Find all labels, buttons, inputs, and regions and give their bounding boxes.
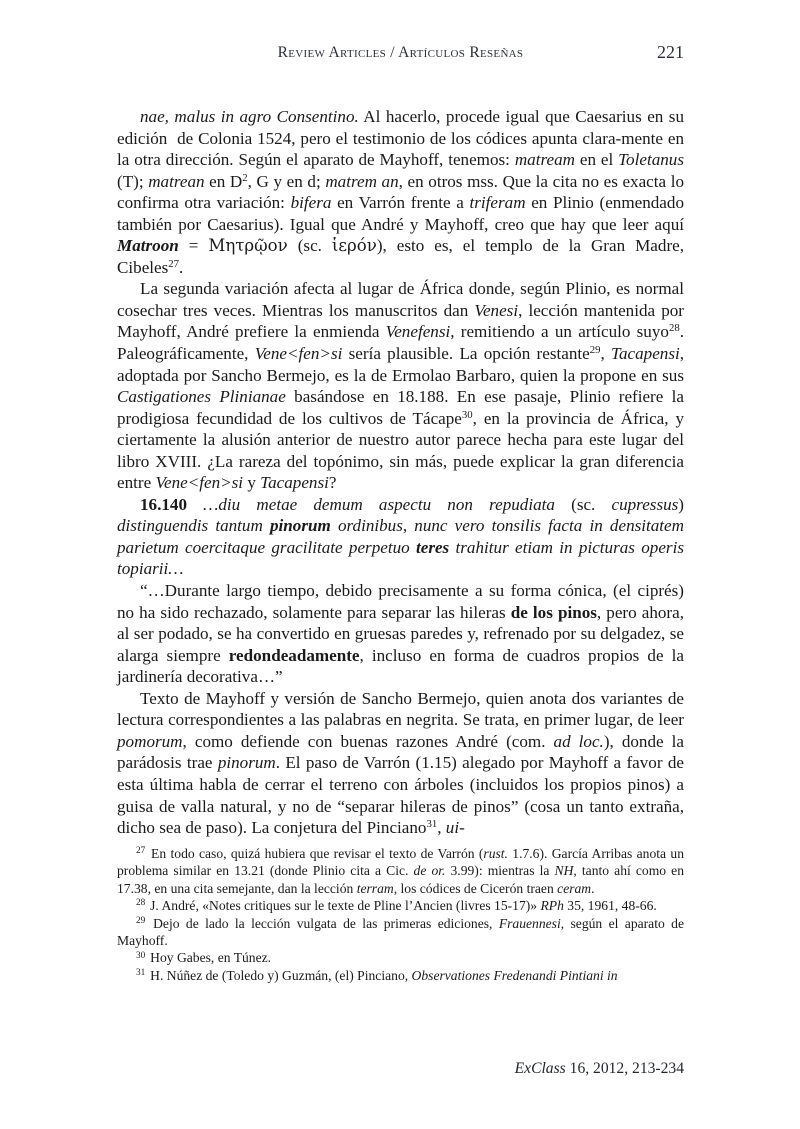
- paragraph-segunda-variacion: La segunda variación afecta al lugar de África donde, según Plinio, es normal cosechar tres veces. Mientras los manuscritos dan Venesi, lección mantenida por Mayhoff, André prefiere la enmienda Venefensi, remitiendo a un artículo suyo$^{28}$. Paleográficamente, Vene<fen>si sería plausible. La opción restante$^{29}$, Tacapensi, adoptada por Sancho Bermejo, es la de Ermolao Barbaro, quien la propone en sus Castigationes Plinianae basándose en 18.188. En ese pasaje, Plinio refiere la prodigiosa fecundidad de los cultivos de Tácape$^{30}$, en la provincia de África, y ciertamente la alusión anterior de nuestro autor parece hecha para este lugar del libro XVIII. ¿La rareza del topónimo, sin más, puede explicar la gran diferencia entre Vene<fen>si y Tacapensi?: [117, 279, 685, 493]
- page-number: 221: [657, 42, 684, 62]
- spanish-translation-quotation: “…Durante largo tiempo, debido precisamente a su forma cónica, (el ciprés) no ha sido rechazado, solamente para separar las hileras de los pinos, pero ahora, al ser podado, se ha convertido en gruesas paredes y, refrenado por su delgadez, se alarga siempre redondeadamente, incluso en forma de cuadros propios de la jardinería decorativa…”: [117, 581, 684, 687]
- journal-citation: 16, 2012, 213-234: [565, 1060, 684, 1077]
- paragraph-texto-mayhoff: Texto de Mayhoff y versión de Sancho Bermejo, quien anota dos variantes de lectura correspondientes a las palabras en negrita. Se trata, en primer lugar, de leer pomorum, como defiende con buenas razones André (com. ad loc.), donde la parádosis trae pinorum. El paso de Varrón (1.15) alegado por Mayhoff a favor de esta última habla de cerrar el terreno con árboles (incluidos los propios pinos) a guisa de valla natural, y no de “separar hileras de pinos” (cosa un tanto extraña, dicho sea de paso). La conjetura del Pinciano$^{31}$, ui-: [117, 688, 684, 838]
- footnote-27: $^{27}$ En todo caso, quizá hubiera que revisar el texto de Varrón (rust. 1.7.6). García Arribas anota un problema similar en 13.21 (donde Plinio cita a Cic. de or. 3.99): mientras la NH, tanto ahí como en 17.38, en una cita semejante, dan la lección terram, los códices de Cicerón traen ceram.: [117, 845, 684, 896]
- latin-quotation-16-140: 16.140 …diu metae demum aspectu non repudiata (sc. cupressus) distinguendis tantum pinorum ordinibus, nunc vero tonsilis facta in densitatem parietum coercitaque gracilitate perpetuo teres trahitur etiam in picturas operis topiarii…: [117, 494, 684, 579]
- page-footer: [117, 1060, 684, 1078]
- footnotes-block: [117, 845, 684, 984]
- footnote-31: $^{31}$ H. Núñez de (Toledo y) Guzmán, (el) Pinciano, Observationes Fredenandi Pintiani in: [136, 967, 618, 983]
- running-head: [117, 44, 684, 66]
- journal-name: ExClass: [514, 1060, 566, 1077]
- footnote-28: $^{28}$ J. André, «Notes critiques sur le texte de Pline l’Ancien (livres 15-17)» RPh 35, 1961, 48-66.: [136, 897, 657, 914]
- footnote-29: $^{29}$ Dejo de lado la lección vulgata de las primeras ediciones, Frauennesi, según el aparato de Mayhoff.: [117, 914, 684, 949]
- body-text-column: [117, 106, 684, 839]
- running-head-title: Review Articles / Artículos Reseñas: [277, 44, 524, 61]
- footnote-30: $^{30}$ Hoy Gabes, en Túnez.: [136, 949, 272, 966]
- paragraph-consentino: nae, malus in agro Consentino. Al hacerlo, procede igual que Caesarius en su edición de Colonia 1524, pero el testimonio de los códices apunta clara-mente en la otra dirección. Según el aparato de Mayhoff, tenemos: matream en el Toletanus (T); matrean en D$^2$, G y en d; matrem an, en otros mss. Que la cita no es exacta lo confirma otra variación: bifera en Varrón frente a triferam en Plinio (enmendado también por Caesarius). Igual que André y Mayhoff, creo que hay que leer aquí Matroon = Μητρῷον (sc. ἱερόν), esto es, el templo de la Gran Madre, Cibeles$^{27}$.: [117, 107, 685, 277]
